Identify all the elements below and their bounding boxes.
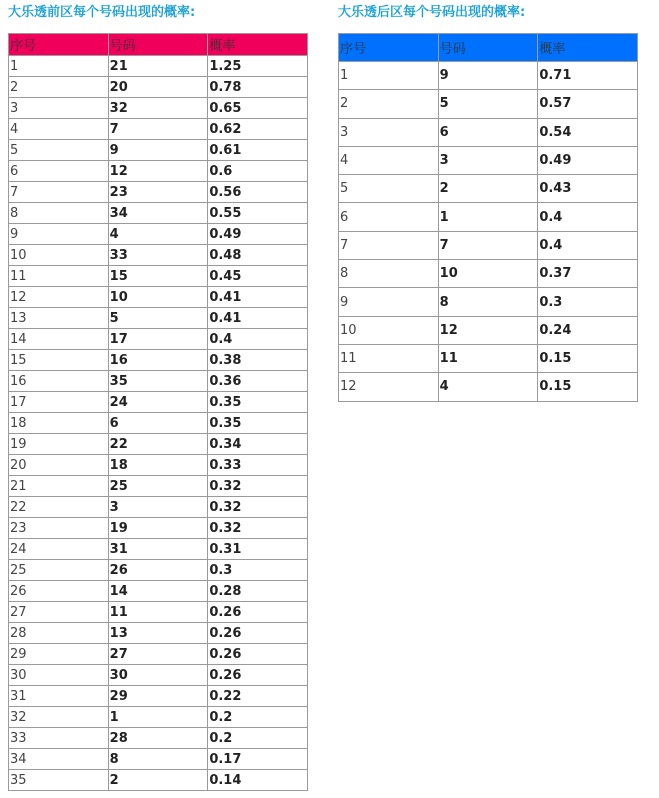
- row-index-cell: 10: [339, 316, 439, 344]
- row-probability-cell: 0.28: [208, 581, 308, 602]
- row-index-cell: 12: [9, 287, 109, 308]
- table-row: [9, 497, 308, 518]
- row-number-cell: 17: [108, 329, 208, 350]
- table-row: [9, 140, 308, 161]
- row-index-cell: 1: [9, 56, 109, 77]
- table-row: [339, 146, 638, 174]
- row-index-cell: 12: [339, 373, 439, 401]
- table-row: [9, 770, 308, 791]
- row-probability-cell: 0.65: [208, 98, 308, 119]
- row-probability-cell: 0.57: [538, 90, 638, 118]
- row-number-cell: 10: [438, 260, 538, 288]
- row-probability-cell: 0.43: [538, 175, 638, 203]
- row-probability-cell: 0.32: [208, 497, 308, 518]
- row-probability-cell: 0.24: [538, 316, 638, 344]
- header-number: 号码: [108, 34, 208, 56]
- table-row: [9, 266, 308, 287]
- row-index-cell: 3: [339, 118, 439, 146]
- row-index-cell: 8: [9, 203, 109, 224]
- table-row: [9, 686, 308, 707]
- row-number-cell: 7: [438, 231, 538, 259]
- row-number-cell: 16: [108, 350, 208, 371]
- row-number-cell: 1: [108, 707, 208, 728]
- row-index-cell: 8: [339, 260, 439, 288]
- table-row: [9, 371, 308, 392]
- header-probability: 概率: [208, 34, 308, 56]
- row-index-cell: 4: [339, 146, 439, 174]
- row-number-cell: 22: [108, 434, 208, 455]
- table-row: [9, 287, 308, 308]
- row-probability-cell: 0.78: [208, 77, 308, 98]
- row-number-cell: 18: [108, 455, 208, 476]
- row-index-cell: 27: [9, 602, 109, 623]
- row-index-cell: 2: [339, 90, 439, 118]
- front-zone-table: [8, 33, 308, 791]
- table-row: [9, 413, 308, 434]
- row-number-cell: 32: [108, 98, 208, 119]
- row-number-cell: 12: [108, 161, 208, 182]
- table-row: [9, 665, 308, 686]
- row-probability-cell: 0.54: [538, 118, 638, 146]
- table-row: [9, 245, 308, 266]
- row-probability-cell: 0.49: [538, 146, 638, 174]
- row-probability-cell: 0.4: [208, 329, 308, 350]
- row-index-cell: 21: [9, 476, 109, 497]
- row-index-cell: 1: [339, 62, 439, 90]
- row-number-cell: 8: [438, 288, 538, 316]
- row-probability-cell: 0.3: [208, 560, 308, 581]
- table-row: [9, 350, 308, 371]
- row-index-cell: 25: [9, 560, 109, 581]
- row-number-cell: 1: [438, 203, 538, 231]
- row-probability-cell: 0.36: [208, 371, 308, 392]
- row-index-cell: 22: [9, 497, 109, 518]
- row-probability-cell: 0.41: [208, 287, 308, 308]
- row-probability-cell: 0.2: [208, 707, 308, 728]
- row-probability-cell: 0.71: [538, 62, 638, 90]
- row-index-cell: 7: [339, 231, 439, 259]
- row-probability-cell: 0.2: [208, 728, 308, 749]
- table-row: [9, 476, 308, 497]
- table-row: [9, 644, 308, 665]
- row-number-cell: 21: [108, 56, 208, 77]
- row-probability-cell: 0.17: [208, 749, 308, 770]
- row-index-cell: 11: [339, 344, 439, 372]
- row-index-cell: 29: [9, 644, 109, 665]
- row-probability-cell: 0.26: [208, 644, 308, 665]
- row-number-cell: 4: [108, 224, 208, 245]
- row-probability-cell: 0.22: [208, 686, 308, 707]
- row-probability-cell: 0.34: [208, 434, 308, 455]
- table-row: [9, 308, 308, 329]
- row-index-cell: 2: [9, 77, 109, 98]
- row-number-cell: 7: [108, 119, 208, 140]
- table-row: [9, 581, 308, 602]
- row-index-cell: 23: [9, 518, 109, 539]
- table-row: [9, 602, 308, 623]
- row-probability-cell: 0.62: [208, 119, 308, 140]
- row-index-cell: 24: [9, 539, 109, 560]
- row-number-cell: 11: [108, 602, 208, 623]
- row-index-cell: 19: [9, 434, 109, 455]
- table-row: [9, 119, 308, 140]
- row-probability-cell: 0.49: [208, 224, 308, 245]
- row-probability-cell: 0.56: [208, 182, 308, 203]
- table-row: [339, 260, 638, 288]
- table-row: [9, 161, 308, 182]
- row-index-cell: 7: [9, 182, 109, 203]
- table-row: [339, 203, 638, 231]
- row-number-cell: 14: [108, 581, 208, 602]
- row-index-cell: 18: [9, 413, 109, 434]
- table-row: [9, 455, 308, 476]
- table-row: [9, 329, 308, 350]
- table-row: [9, 224, 308, 245]
- row-probability-cell: 0.35: [208, 413, 308, 434]
- row-number-cell: 35: [108, 371, 208, 392]
- row-number-cell: 3: [438, 146, 538, 174]
- table-row: [9, 539, 308, 560]
- row-number-cell: 15: [108, 266, 208, 287]
- row-number-cell: 33: [108, 245, 208, 266]
- row-index-cell: 26: [9, 581, 109, 602]
- row-index-cell: 13: [9, 308, 109, 329]
- table-row: [9, 560, 308, 581]
- row-probability-cell: 0.3: [538, 288, 638, 316]
- row-probability-cell: 0.26: [208, 602, 308, 623]
- back-zone-title: 大乐透后区每个号码出现的概率:: [338, 5, 526, 20]
- table-row: [339, 62, 638, 90]
- row-index-cell: 17: [9, 392, 109, 413]
- row-index-cell: 32: [9, 707, 109, 728]
- row-index-cell: 4: [9, 119, 109, 140]
- row-probability-cell: 0.4: [538, 231, 638, 259]
- back-zone-table: [338, 33, 638, 402]
- row-number-cell: 6: [108, 413, 208, 434]
- row-number-cell: 25: [108, 476, 208, 497]
- table-row: [339, 90, 638, 118]
- row-index-cell: 34: [9, 749, 109, 770]
- row-probability-cell: 0.33: [208, 455, 308, 476]
- row-probability-cell: 0.26: [208, 665, 308, 686]
- table-row: [9, 203, 308, 224]
- row-number-cell: 31: [108, 539, 208, 560]
- row-index-cell: 6: [339, 203, 439, 231]
- row-probability-cell: 0.38: [208, 350, 308, 371]
- row-number-cell: 27: [108, 644, 208, 665]
- row-number-cell: 5: [108, 308, 208, 329]
- table-row: [9, 518, 308, 539]
- table-row: [9, 77, 308, 98]
- row-index-cell: 28: [9, 623, 109, 644]
- row-index-cell: 35: [9, 770, 109, 791]
- row-number-cell: 19: [108, 518, 208, 539]
- row-index-cell: 31: [9, 686, 109, 707]
- row-index-cell: 33: [9, 728, 109, 749]
- table-row: [339, 118, 638, 146]
- header-index: 序号: [9, 34, 109, 56]
- table-row: [9, 182, 308, 203]
- row-probability-cell: 0.55: [208, 203, 308, 224]
- row-index-cell: 6: [9, 161, 109, 182]
- row-index-cell: 14: [9, 329, 109, 350]
- row-number-cell: 3: [108, 497, 208, 518]
- table-row: [9, 434, 308, 455]
- row-index-cell: 11: [9, 266, 109, 287]
- table-row: [9, 623, 308, 644]
- row-probability-cell: 0.26: [208, 623, 308, 644]
- table-row: [9, 392, 308, 413]
- row-number-cell: 6: [438, 118, 538, 146]
- row-index-cell: 16: [9, 371, 109, 392]
- row-number-cell: 28: [108, 728, 208, 749]
- row-probability-cell: 0.15: [538, 373, 638, 401]
- row-probability-cell: 0.35: [208, 392, 308, 413]
- row-number-cell: 23: [108, 182, 208, 203]
- row-probability-cell: 0.37: [538, 260, 638, 288]
- row-index-cell: 15: [9, 350, 109, 371]
- row-number-cell: 10: [108, 287, 208, 308]
- row-number-cell: 26: [108, 560, 208, 581]
- row-probability-cell: 0.15: [538, 344, 638, 372]
- table-row: [339, 288, 638, 316]
- row-probability-cell: 0.32: [208, 476, 308, 497]
- table-row: [9, 749, 308, 770]
- row-probability-cell: 0.45: [208, 266, 308, 287]
- row-index-cell: 9: [9, 224, 109, 245]
- row-probability-cell: 0.4: [538, 203, 638, 231]
- row-probability-cell: 0.61: [208, 140, 308, 161]
- row-index-cell: 9: [339, 288, 439, 316]
- row-index-cell: 5: [9, 140, 109, 161]
- row-number-cell: 9: [108, 140, 208, 161]
- table-row: [339, 373, 638, 401]
- row-number-cell: 8: [108, 749, 208, 770]
- row-number-cell: 29: [108, 686, 208, 707]
- front-zone-title: 大乐透前区每个号码出现的概率:: [8, 5, 196, 20]
- row-index-cell: 3: [9, 98, 109, 119]
- row-probability-cell: 0.48: [208, 245, 308, 266]
- row-number-cell: 2: [438, 175, 538, 203]
- table-row: [9, 728, 308, 749]
- header-number: 号码: [438, 34, 538, 62]
- table-row: [339, 175, 638, 203]
- row-number-cell: 12: [438, 316, 538, 344]
- table-row: [9, 707, 308, 728]
- row-index-cell: 20: [9, 455, 109, 476]
- table-row: [9, 98, 308, 119]
- row-number-cell: 5: [438, 90, 538, 118]
- row-index-cell: 5: [339, 175, 439, 203]
- row-number-cell: 2: [108, 770, 208, 791]
- row-number-cell: 13: [108, 623, 208, 644]
- row-number-cell: 24: [108, 392, 208, 413]
- row-number-cell: 20: [108, 77, 208, 98]
- row-probability-cell: 0.6: [208, 161, 308, 182]
- row-index-cell: 30: [9, 665, 109, 686]
- row-probability-cell: 1.25: [208, 56, 308, 77]
- table-row: [339, 344, 638, 372]
- table-row: [339, 316, 638, 344]
- row-index-cell: 10: [9, 245, 109, 266]
- header-probability: 概率: [538, 34, 638, 62]
- row-number-cell: 30: [108, 665, 208, 686]
- row-probability-cell: 0.41: [208, 308, 308, 329]
- table-row: [339, 231, 638, 259]
- row-number-cell: 4: [438, 373, 538, 401]
- front-zone-header-row: [9, 34, 308, 56]
- row-probability-cell: 0.31: [208, 539, 308, 560]
- header-index: 序号: [339, 34, 439, 62]
- row-probability-cell: 0.32: [208, 518, 308, 539]
- row-number-cell: 34: [108, 203, 208, 224]
- row-number-cell: 11: [438, 344, 538, 372]
- back-zone-header-row: [339, 34, 638, 62]
- row-number-cell: 9: [438, 62, 538, 90]
- table-row: [9, 56, 308, 77]
- row-probability-cell: 0.14: [208, 770, 308, 791]
